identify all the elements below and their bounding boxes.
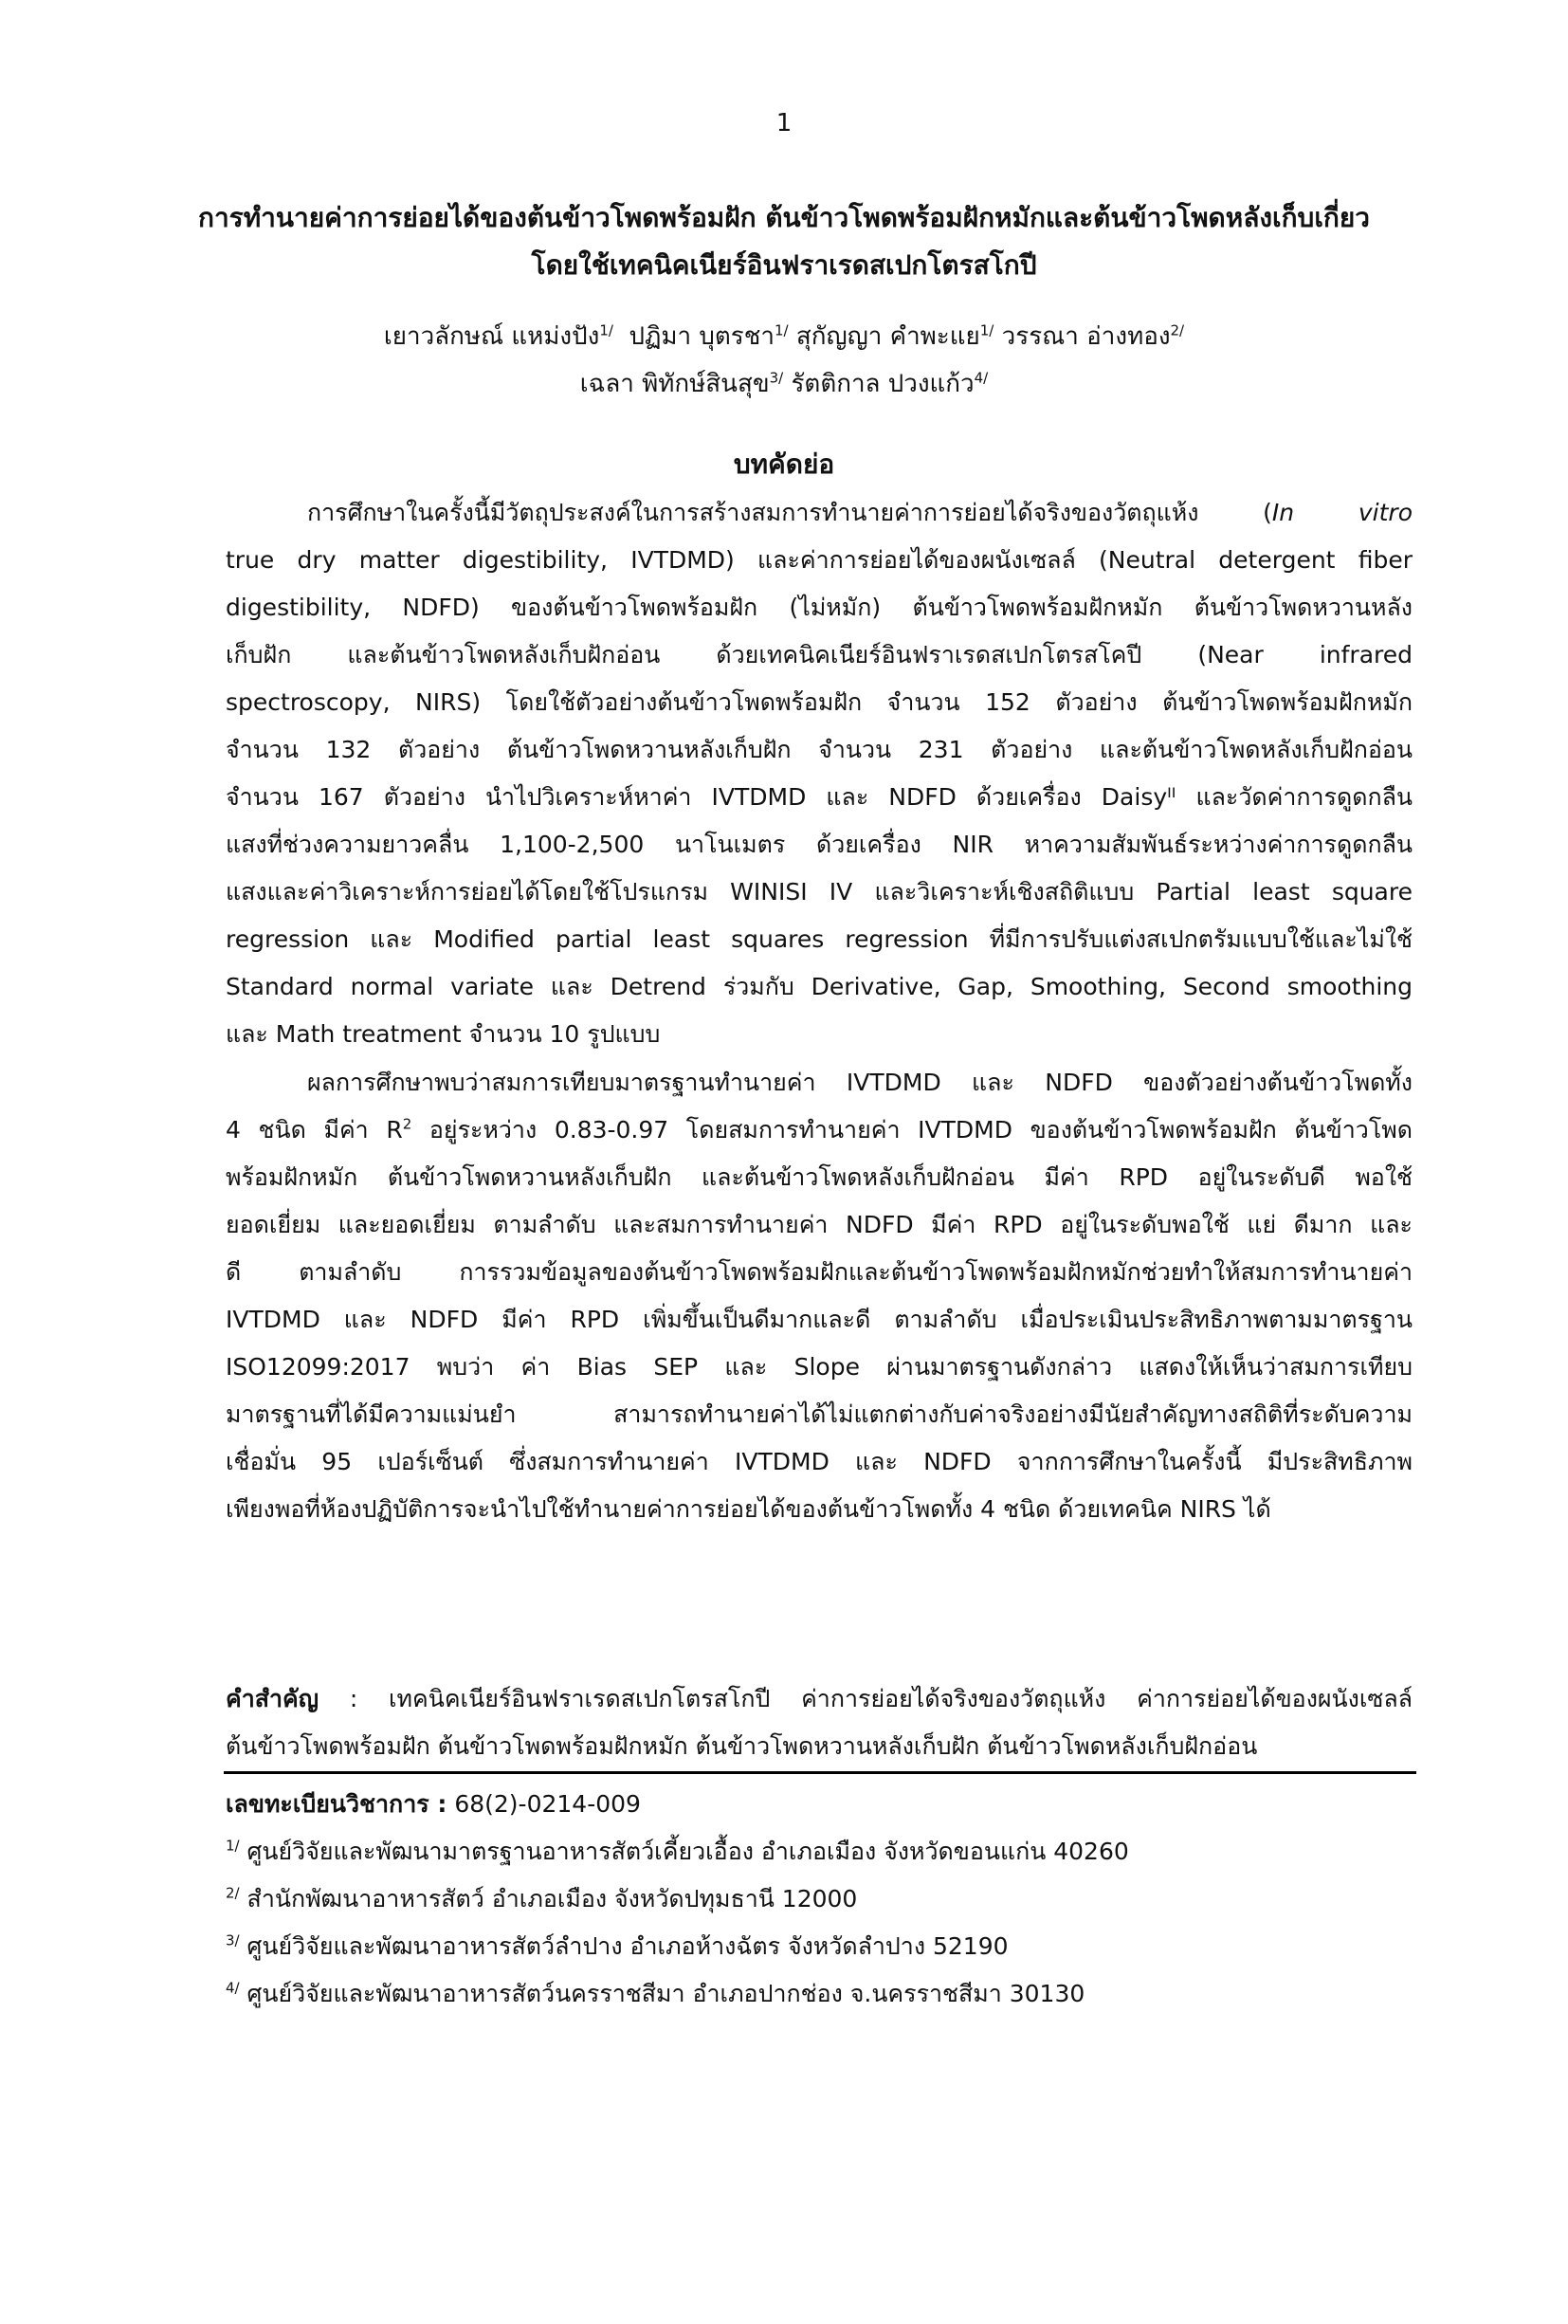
text-line: พร้อมฝักหมัก ต้นข้าวโพดหวานหลังเก็บฝัก และต้นข้าวโพดหลังเก็บฝักอ่อน มีค่า RPD อยู่ในระดับดี พอใช้ [226,1163,1413,1191]
affiliation-mark: 2/ [1170,321,1185,339]
authors [168,313,1400,408]
text-line [226,1107,1413,1154]
text-line: ISO12099:2017 พบว่า ค่า Bias SEP และ Slope ผ่านมาตรฐานดังกล่าว แสดงให้เห็นว่าสมการเทียบ [226,1353,1413,1381]
abstract-paragraph-2 [226,1059,1413,1533]
abstract-heading: บทคัดย่อ [733,448,835,480]
authors-line-1 [168,313,1400,360]
footnote-text: ศูนย์วิจัยและพัฒนาอาหารสัตว์ลำปาง อำเภอห้างฉัตร จังหวัดลำปาง 52190 [239,1932,1009,1960]
text-line: ผลการศึกษาพบว่าสมการเทียบมาตรฐานทำนายค่า IVTDMD และ NDFD ของตัวอย่างต้นข้าวโพดทั้ง [307,1069,1413,1096]
footnote [226,1828,1413,1876]
text-segment: 4 ชนิด มีค่า R [226,1116,403,1144]
title [168,194,1400,289]
author-name: ปฏิมา บุตรชา [629,322,775,351]
text-line: เก็บฝัก และต้นข้าวโพดหลังเก็บฝักอ่อน ด้วยเทคนิคเนียร์อินฟราเรดสเปกโตรสโคปี (Near infrared [226,641,1413,668]
authors-line-2 [168,360,1400,408]
footnote-text: ศูนย์วิจัยและพัฒนามาตรฐานอาหารสัตว์เคี้ยวเอื้อง อำเภอเมือง จังหวัดขอนแก่น 40260 [239,1838,1129,1865]
footnote-mark: 1/ [226,1837,240,1855]
page-number: 1 [775,109,793,137]
affiliation-mark: 1/ [599,321,613,339]
footnote-mark: 3/ [226,1931,240,1949]
text-line: จำนวน 167 ตัวอย่าง นำไปวิเคราะห์หาค่า IVTDMD และ NDFD ด้วยเครื่อง Daisyᴵᴵ และวัดค่าการดูดกลืน [226,783,1413,811]
text-line: ดี ตามลำดับ การรวมข้อมูลของต้นข้าวโพดพร้อมฝักและต้นข้าวโพดพร้อมฝักหมักช่วยทำให้สมการทำนายค่า [226,1258,1413,1286]
footnote [226,1970,1413,2018]
superscript: 2 [402,1115,412,1133]
text-line: จำนวน 132 ตัวอย่าง ต้นข้าวโพดหวานหลังเก็บฝัก จำนวน 231 ตัวอย่าง และต้นข้าวโพดหลังเก็บฝักอ่อน [226,736,1413,763]
author-name: สุกัญญา คำพะแย [795,322,980,351]
title-line-1: การทำนายค่าการย่อยได้ของต้นข้าวโพดพร้อมฝัก ต้นข้าวโพดพร้อมฝักหมักและต้นข้าวโพดหลังเก็บเกี่ยว [198,202,1370,233]
keywords [226,1675,1413,1770]
title-line-2: โดยใช้เทคนิคเนียร์อินฟราเรดสเปกโตรสโกปี [531,249,1037,281]
registration-label: เลขทะเบียนวิชาการ : [226,1790,447,1818]
text-line: digestibility, NDFD) ของต้นข้าวโพดพร้อมฝัก (ไม่หมัก) ต้นข้าวโพดพร้อมฝักหมัก ต้นข้าวโพดหวานหลัง [226,594,1413,621]
registration-number [226,1781,1413,1828]
separator: : [319,1685,389,1712]
footnote-mark: 2/ [226,1884,240,1902]
affiliation-mark: 1/ [979,321,994,339]
author-name: วรรณา อ่างทอง [1001,322,1171,351]
text-line: spectroscopy, NIRS) โดยใช้ตัวอย่างต้นข้าวโพดพร้อมฝัก จำนวน 152 ตัวอย่าง ต้นข้าวโพดพร้อมฝักหมัก [226,688,1413,716]
text-segment: การศึกษาในครั้งนี้มีวัตถุประสงค์ในการสร้างสมการทำนายค่าการย่อยได้จริงของวัตถุแห้ง ( [307,499,1272,526]
text-line: regression และ Modified partial least squares regression ที่มีการปรับแต่งสเปกตรัมแบบใช้และไม่ใช้ [226,925,1413,953]
footnote-text: ศูนย์วิจัยและพัฒนาอาหารสัตว์นครราชสีมา อำเภอปากช่อง จ.นครราชสีมา 30130 [239,1980,1085,2007]
text-line: IVTDMD และ NDFD มีค่า RPD เพิ่มขึ้นเป็นดีมากและดี ตามลำดับ เมื่อประเมินประสิทธิภาพตามมาตรฐาน [226,1306,1413,1333]
footnote-mark: 4/ [226,1979,240,1997]
text-line: แสงที่ช่วงความยาวคลื่น 1,100-2,500 นาโนเมตร ด้วยเครื่อง NIR หาความสัมพันธ์ระหว่างค่าการดูดกลืน [226,831,1413,858]
text-line: ต้นข้าวโพดพร้อมฝัก ต้นข้าวโพดพร้อมฝักหมัก ต้นข้าวโพดหวานหลังเก็บฝัก ต้นข้าวโพดหลังเก็บฝักอ่อน [226,1732,1258,1760]
abstract-paragraph-1 [226,489,1413,1058]
text-line: Standard normal variate และ Detrend ร่วมกับ Derivative, Gap, Smoothing, Second smoothing [226,973,1413,1000]
affiliation-mark: 3/ [769,369,784,387]
affiliation-mark: 4/ [974,369,989,387]
affiliation-mark: 1/ [775,321,789,339]
author-name: เยาวลักษณ์ แหม่งปัง [383,322,600,351]
footnote-text: สำนักพัฒนาอาหารสัตว์ อำเภอเมือง จังหวัดปทุมธานี 12000 [239,1885,858,1912]
text-line: ยอดเยี่ยม และยอดเยี่ยม ตามลำดับ และสมการทำนายค่า NDFD มีค่า RPD อยู่ในระดับพอใช้ แย่ ดีมาก และ [226,1211,1413,1238]
text-segment: อยู่ระหว่าง 0.83-0.97 โดยสมการทำนายค่า IVTDMD ของต้นข้าวโพดพร้อมฝัก ต้นข้าวโพด [411,1116,1413,1144]
footnote [226,1876,1413,1923]
text-line: แสงและค่าวิเคราะห์การย่อยได้โดยใช้โปรแกรม WINISI IV และวิเคราะห์เชิงสถิติแบบ Partial least square [226,878,1413,906]
text-line [226,1675,1413,1723]
text-line: เชื่อมั่น 95 เปอร์เซ็นต์ ซึ่งสมการทำนายค่า IVTDMD และ NDFD จากการศึกษาในครั้งนี้ มีประสิทธิภาพ [226,1448,1413,1475]
divider [224,1771,1416,1774]
text-line: และ Math treatment จำนวน 10 รูปแบบ [226,1020,661,1048]
author-name: รัตติกาล ปวงแก้ว [791,370,975,398]
text-line [226,489,1413,537]
author-name: เฉลา พิทักษ์สินสุข [579,370,770,398]
italic-term: In vitro [1271,499,1413,526]
document-page [0,106,1568,2056]
registration-value: 68(2)-0214-009 [447,1790,641,1818]
footnote [226,1923,1413,1970]
keywords-text: เทคนิคเนียร์อินฟราเรดสเปกโตรสโกปี ค่าการย่อยได้จริงของวัตถุแห้ง ค่าการย่อยได้ของผนังเซลล์ [389,1685,1413,1712]
keywords-label: คำสำคัญ [226,1685,319,1712]
text-line: เพียงพอที่ห้องปฏิบัติการจะนำไปใช้ทำนายค่าการย่อยได้ของต้นข้าวโพดทั้ง 4 ชนิด ด้วยเทคนิค NIRS ได้ [226,1495,1271,1523]
text-line: true dry matter digestibility, IVTDMD) และค่าการย่อยได้ของผนังเซลล์ (Neutral detergent fiber [226,546,1413,574]
text-line: มาตรฐานที่ได้มีความแม่นยำ สามารถทำนายค่าได้ไม่แตกต่างกับค่าจริงอย่างมีนัยสำคัญทางสถิติที่ระดับความ [226,1400,1413,1428]
